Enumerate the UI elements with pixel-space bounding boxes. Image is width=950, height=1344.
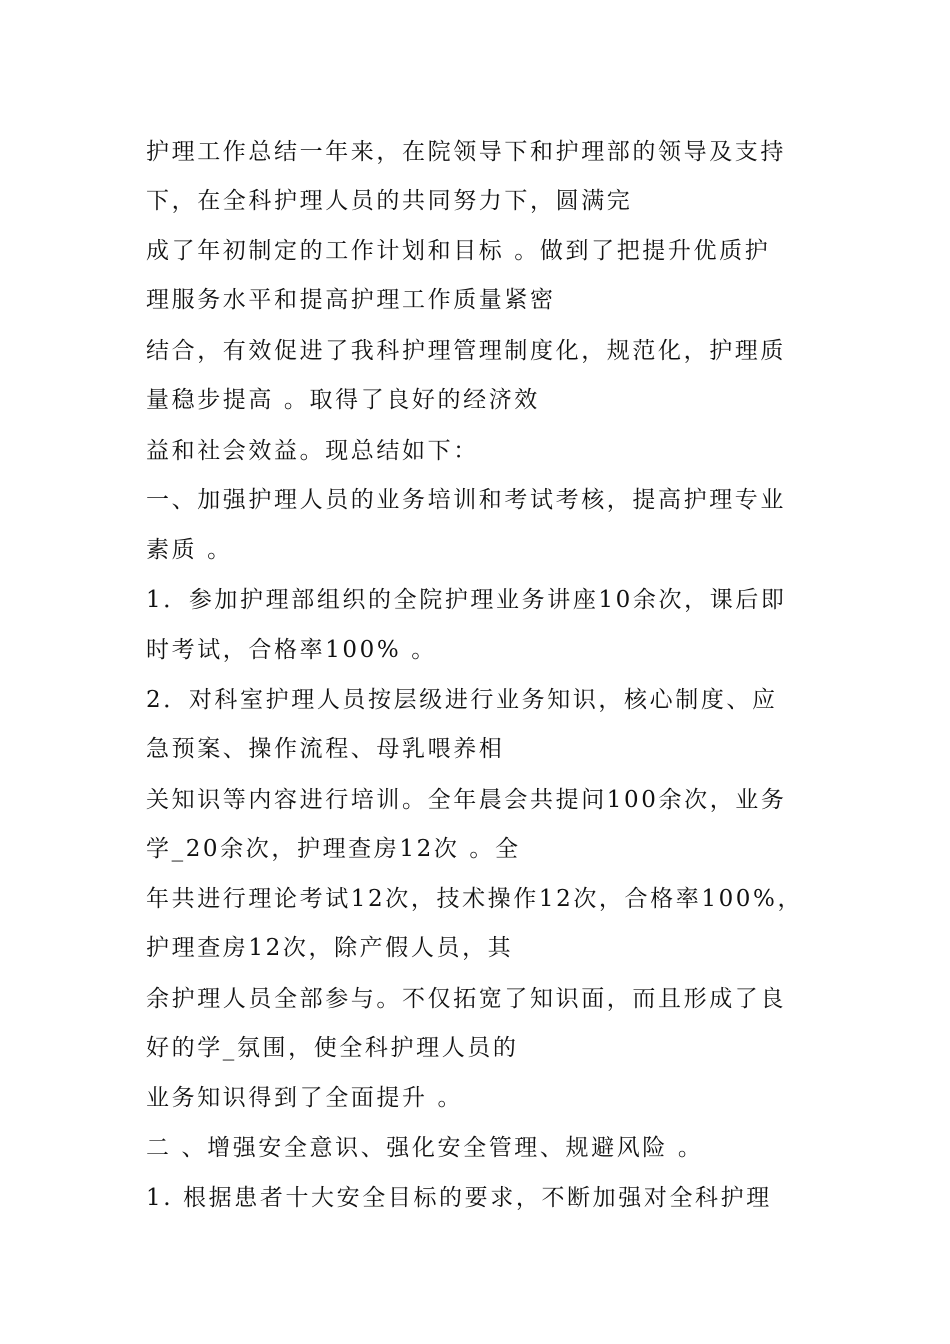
text-line: 护理工作总结一年来，在院领导下和护理部的领导及支持 (146, 139, 786, 165)
text-line: 量稳步提高 。取得了良好的经济效 (146, 387, 540, 413)
text-line: 关知识等内容进行培训。全年晨会共提问100余次，业务 (146, 787, 787, 813)
text-line: 年共进行理论考试12次，技术操作12次，合格率100%， (146, 886, 804, 912)
text-line: 业务知识得到了全面提升 。 (146, 1085, 464, 1111)
text-line: 结合，有效促进了我科护理管理制度化，规范化，护理质 (146, 338, 786, 364)
text-line: 学_20余次，护理查房12次 。全 (146, 836, 521, 862)
text-line: 下，在全科护理人员的共同努力下，圆满完 (146, 188, 633, 214)
section-heading: 一、加强护理人员的业务培训和考试考核，提高护理专业 (146, 487, 786, 513)
text-line: 时考试，合格率100% 。 (146, 637, 437, 663)
section-heading: 素质 。 (146, 537, 233, 563)
text-line: 成了年初制定的工作计划和目标 。做到了把提升优质护 (146, 238, 771, 264)
section-heading: 二 、增强安全意识、强化安全管理、规避风险 。 (146, 1135, 704, 1161)
text-line: 好的学_氛围，使全科护理人员的 (146, 1035, 519, 1061)
text-line: 2．对科室护理人员按层级进行业务知识，核心制度、应 (146, 687, 778, 713)
text-line: 1．参加护理部组织的全院护理业务讲座10余次，课后即 (146, 587, 787, 613)
text-line: 余护理人员全部参与。不仅拓宽了知识面，而且形成了良 (146, 986, 786, 1012)
text-line: 理服务水平和提高护理工作质量紧密 (146, 287, 556, 313)
text-line: 1. 根据患者十大安全目标的要求，不断加强对全科护理 (146, 1185, 772, 1211)
text-line: 护理查房12次，除产假人员，其 (146, 935, 514, 961)
text-line: 益和社会效益。现总结如下： (146, 438, 479, 464)
text-line: 急预案、操作流程、母乳喂养相 (146, 736, 505, 762)
